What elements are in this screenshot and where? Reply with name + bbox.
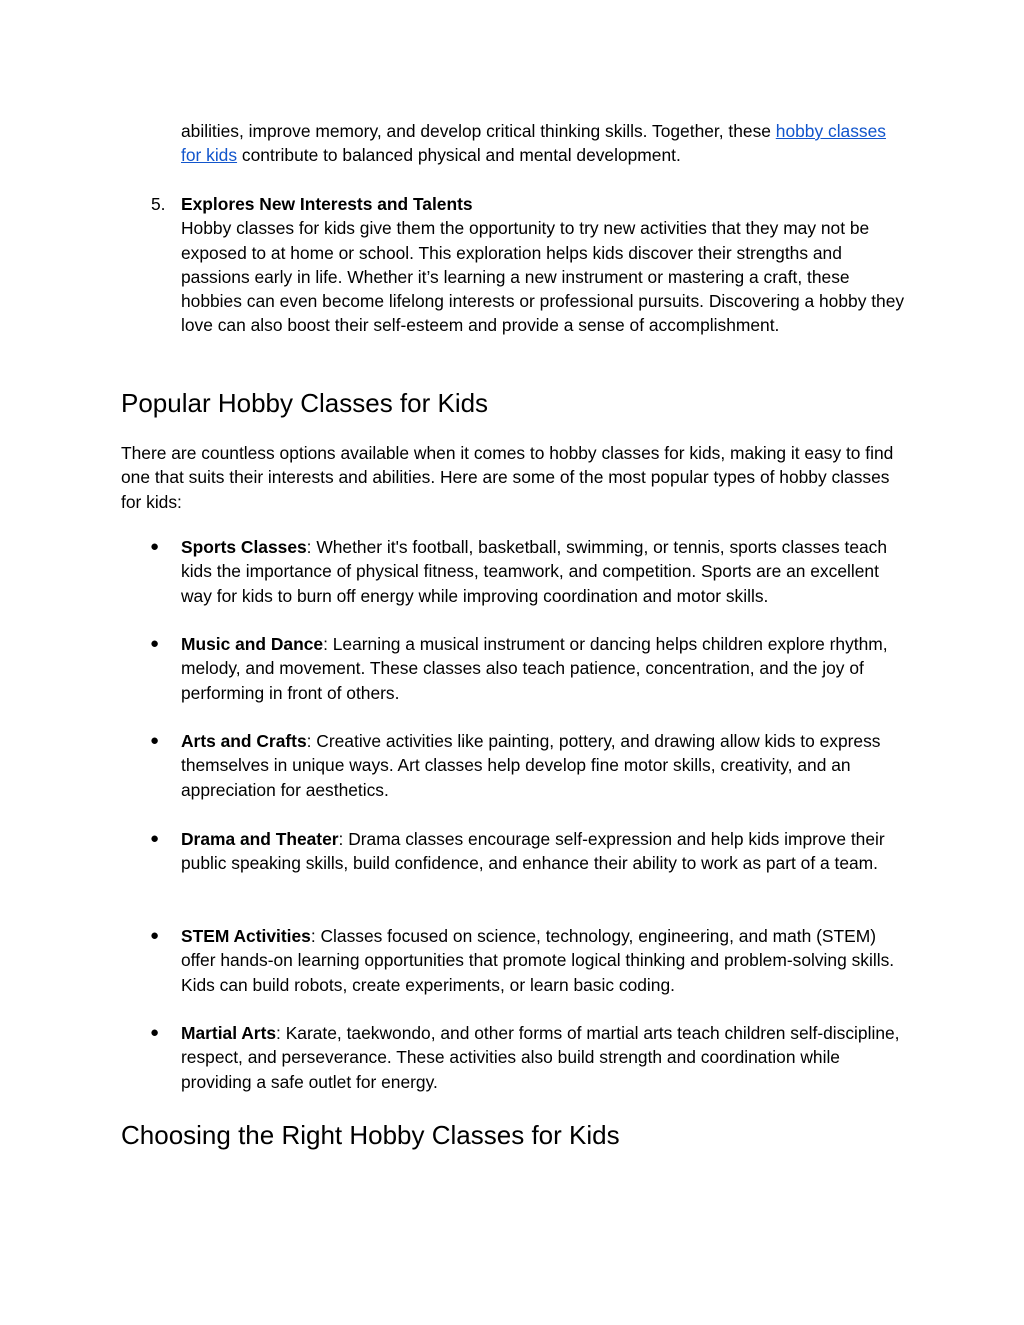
bullet-icon: ● [150,538,160,555]
list-item-text: : Karate, taekwondo, and other forms of martial arts teach children self-discipline, respect, and perseverance. These activities also build strength and coordination while providing a safe outlet for energy. [181,1023,900,1092]
section-paragraph: There are countless options available when it comes to hobby classes for kids, making it easy to find one that suits their interests and abilities. Here are some of the most popular types of hobby classes for kids: [121,443,894,512]
section-heading-choosing: Choosing the Right Hobby Classes for Kids [121,1120,620,1150]
bullet-icon: ● [150,1024,160,1041]
numbered-item-title: Explores New Interests and Talents [181,194,473,214]
list-item [181,827,911,876]
bullet-icon: ● [150,830,160,847]
list-item [181,924,911,997]
numbered-list-item [181,192,911,338]
list-item-title: STEM Activities [181,926,311,946]
list-item-text: : Classes focused on science, technology, engineering, and math (STEM) offer hands-on learning opportunities that promote logical thinking and problem-solving skills. Kids can build robots, create experiments, or learn basic coding. [181,926,895,995]
intro-text-before-link: abilities, improve memory, and develop critical thinking skills. Together, these [181,121,776,141]
list-item-text: : Creative activities like painting, pottery, and drawing allow kids to express themselves in unique ways. Art classes help develop fine motor skills, creativity, and an appreciation for aesthetics. [181,731,881,800]
list-item-title: Martial Arts [181,1023,277,1043]
list-number: 5. [151,194,166,214]
numbered-item-body: Hobby classes for kids give them the opportunity to try new activities that they may not be exposed to at home or school. This exploration helps kids discover their strengths and passions early in life. Whether it’s learning a new instrument or mastering a craft, these hobbies can even become lifelong interests or professional pursuits. Discovering a hobby they love can also boost their self-esteem and provide a sense of accomplishment. [181,218,905,336]
list-item [181,535,911,608]
list-item-title: Drama and Theater [181,829,339,849]
list-item-title: Arts and Crafts [181,731,307,751]
bullet-icon: ● [150,927,160,944]
bullet-icon: ● [150,635,160,652]
list-item-title: Music and Dance [181,634,324,654]
intro-paragraph [181,119,911,168]
bullet-icon: ● [150,732,160,749]
list-item-text: : Whether it's football, basketball, swimming, or tennis, sports classes teach kids the importance of physical fitness, teamwork, and competition. Sports are an excellent way for kids to burn off energy while improving coordination and motor skills. [181,537,888,606]
list-item-title: Sports Classes [181,537,307,557]
list-item [181,1021,911,1094]
section-heading-popular: Popular Hobby Classes for Kids [121,388,489,418]
hobby-classes-link[interactable]: hobby classes for kids [181,121,886,166]
list-item [181,729,911,802]
intro-text-after-link: contribute to balanced physical and mental development. [237,145,681,166]
list-item-text: : Learning a musical instrument or dancing helps children explore rhythm, melody, and movement. These classes also teach patience, concentration, and the joy of performing in front of others. [181,634,888,703]
list-item [181,632,911,705]
list-item-text: : Drama classes encourage self-expression and help kids improve their public speaking skills, build confidence, and enhance their ability to work as part of a team. [181,829,885,874]
